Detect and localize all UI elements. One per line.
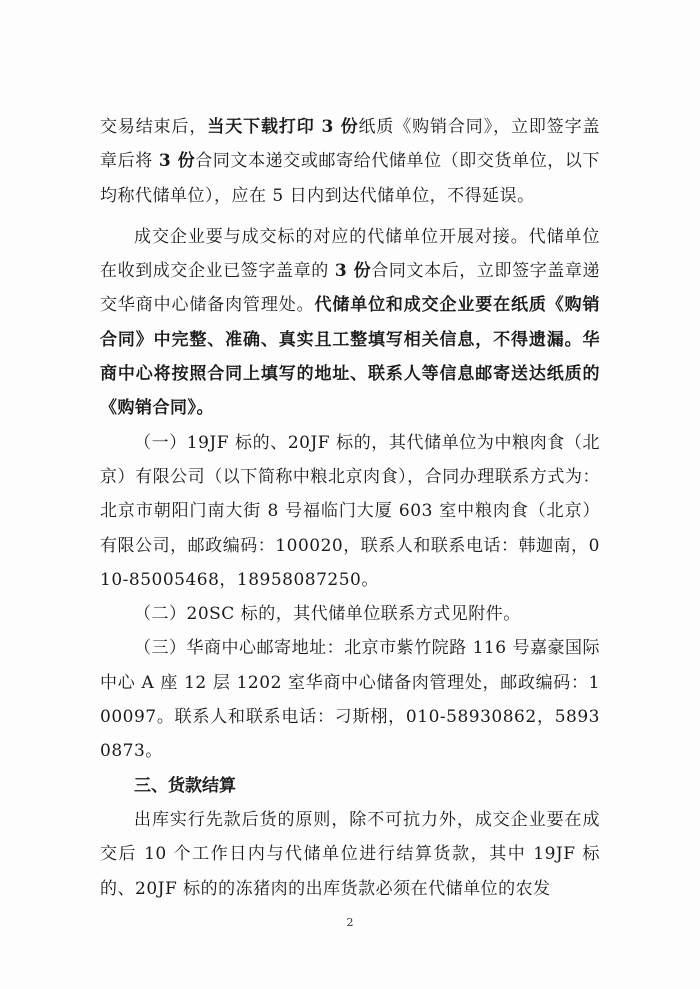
text-segment: 交易结束后， [100,117,208,137]
paragraph-item-3 [100,631,600,768]
page-number: 2 [346,916,354,929]
paragraph-payment [100,803,600,906]
section-heading: 三、货款结算 [134,775,236,796]
text-segment: 合同文本递交或邮寄给代储单位（即交货单位，以下均称代储单位），应在 5 日内到达代储单位，不得延误。 [100,151,600,206]
text-segment: 纸质《购销合同》，立即签字盖章后将 [100,117,601,172]
text-segment-bold: 3 份 [158,151,196,172]
text-segment: （三）华商中心邮寄地址：北京市紫竹院路 116 号嘉豪国际中心 A 座 12 层 1202 室华商中心储备肉管理处，邮政编码：100097。联系人和联系电话：刁斯栩，010-58930862，58930873。 [100,638,600,762]
paragraph-transaction-end [100,110,600,213]
text-segment: （一）19JF 标的、20JF 标的，其代储单位为中粮肉食（北京）有限公司（以下简称中粮北京肉食），合同办理联系方式为：北京市朝阳门南大街 8 号福临门大厦 603 室中粮肉食（北京）有限公司，邮政编码：100020，联系人和联系电话：韩迦南，010-85005468，18958087250。 [100,432,600,590]
text-segment: 成交企业要与成交标的对应的代储单位开展对接。代储单位在收到成交企业已签字盖章的 [100,226,600,282]
text-segment: 合同文本后，立即签字盖章递交华商中心储备肉管理处。 [100,261,600,316]
paragraph-item-2 [100,597,600,631]
text-segment-bold: 代储单位和成交企业要在纸质《购销合同》中完整、准确、真实且工整填写相关信息，不得遗漏。华商中心将按照合同上填写的地址、联系人等信息邮寄送达纸质的《购销合同》。 [100,295,601,419]
text-segment-bold: 3 份 [334,261,372,282]
paragraph-item-1 [100,426,600,597]
text-segment: 出库实行先款后货的原则，除不可抗力外，成交企业要在成交后 10 个工作日内与代储单位进行结算货款，其中 19JF 标的、20JF 标的的冻猪肉的出库货款必须在代储单位的农发 [100,809,600,899]
text-segment-bold: 当天下载打印 3 份 [207,117,359,137]
text-segment: （二）20SC 标的，其代储单位联系方式见附件。 [134,604,521,625]
document-body [100,110,600,906]
paragraph-docking [100,220,600,426]
